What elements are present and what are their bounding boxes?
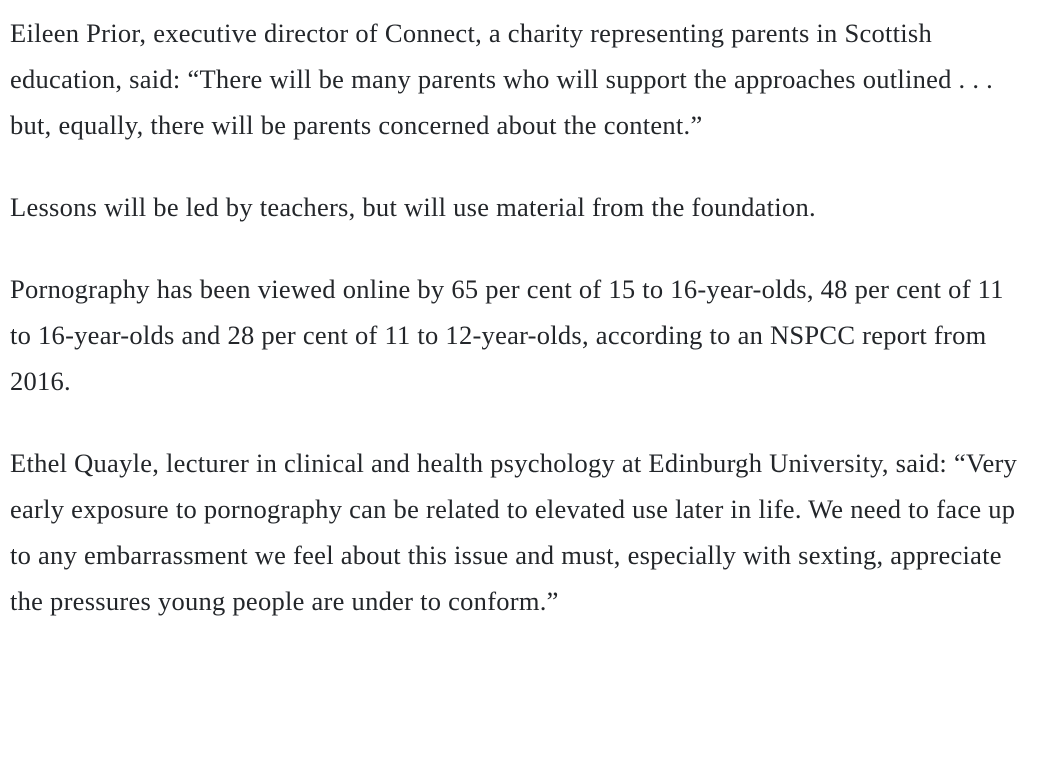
article-paragraph: Lessons will be led by teachers, but will use material from the foundation. (10, 192, 816, 222)
article-paragraph: Eileen Prior, executive director of Connect, a charity representing parents in Scottish education, said: “There will be many parents who will support the approaches outlined . . . but, equally, there will be parents concerned about the content.” (10, 18, 994, 140)
article-paragraph: Pornography has been viewed online by 65 per cent of 15 to 16-year-olds, 48 per cent of 11 to 16-year-olds and 28 per cent of 11 to 12-year-olds, according to an NSPCC report from 2016. (10, 274, 1004, 396)
article-paragraph: Ethel Quayle, lecturer in clinical and health psychology at Edinburgh University, said: “Very early exposure to pornography can be related to elevated use later in life. We need to face up to any embarrassment we feel about this issue and must, especially with sexting, appreciate the pressures young people are under to conform.” (10, 448, 1018, 616)
